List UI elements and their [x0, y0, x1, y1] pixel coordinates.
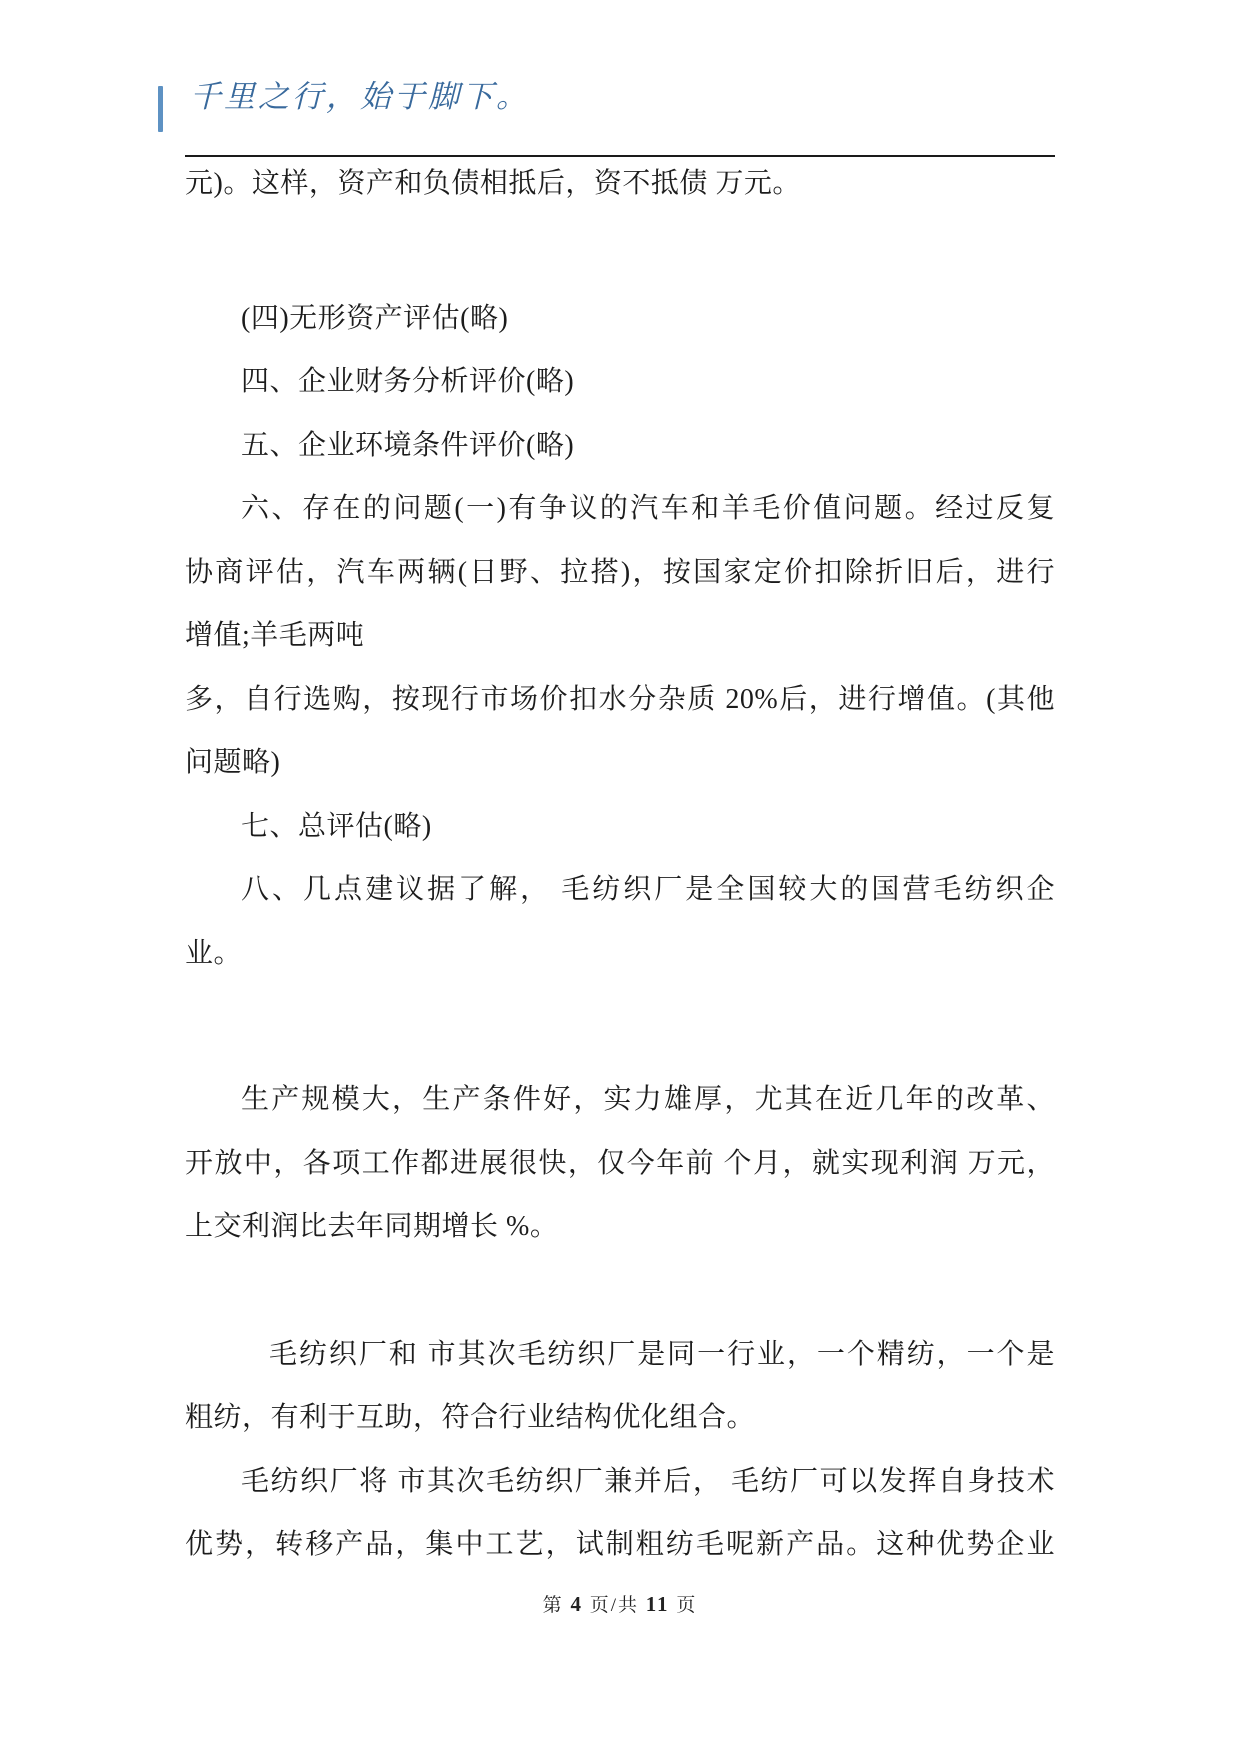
body-line: 多，自行选购，按现行市场价扣水分杂质 20%后，进行增值。(其他 [185, 683, 1055, 715]
body-line: 七、总评估(略) [241, 810, 432, 842]
body-line: 毛纺织厂将 市其次毛纺织厂兼并后， 毛纺厂可以发挥自身技术 [241, 1465, 1055, 1497]
footer-total-pages: 11 [645, 1592, 670, 1616]
body-line: 上交利润比去年同期增长 %。 [185, 1211, 559, 1242]
body-line: 生产规模大，生产条件好，实力雄厚，尤其在近几年的改革、 [241, 1084, 1055, 1115]
body-line: 五、企业环境条件评价(略) [241, 429, 575, 461]
body-line: 六、存在的问题(一)有争议的汽车和羊毛价值问题。经过反复 [241, 493, 1055, 524]
body-line: 业。 [185, 937, 243, 969]
body-line: 开放中，各项工作都进展很快，仅今年前 个月，就实现利润 万元， [185, 1147, 1055, 1179]
header-accent-bar [158, 86, 163, 132]
footer-prefix: 第 [542, 1595, 571, 1616]
body-line: 毛纺织厂和 市其次毛纺织厂是同一行业，一个精纺，一个是 [269, 1338, 1055, 1370]
footer-middle: 页/共 [582, 1595, 646, 1616]
footer-suffix: 页 [669, 1595, 698, 1616]
document-body [185, 152, 1055, 1577]
body-line: (四)无形资产评估(略) [241, 302, 509, 334]
body-line: 增值;羊毛两吨 [185, 620, 365, 651]
body-line: 粗纺，有利于互助，符合行业结构优化组合。 [185, 1402, 756, 1433]
body-line: 元)。这样，资产和负债相抵后，资不抵债 万元。 [185, 168, 801, 199]
body-line: 问题略) [185, 747, 281, 778]
header-motto: 千里之行，始于脚下。 [190, 79, 530, 115]
body-line: 四、企业财务分析评价(略) [241, 366, 575, 397]
body-line: 协商评估，汽车两辆(日野、拉搭)，按国家定价扣除折旧后，进行 [185, 556, 1055, 588]
body-line: 八、几点建议据了解， 毛纺织厂是全国较大的国营毛纺织企 [241, 874, 1055, 905]
footer-current-page: 4 [570, 1592, 583, 1616]
body-line: 优势，转移产品，集中工艺，试制粗纺毛呢新产品。这种优势企业 [185, 1529, 1055, 1560]
footer-page-indicator [0, 1590, 1240, 1617]
